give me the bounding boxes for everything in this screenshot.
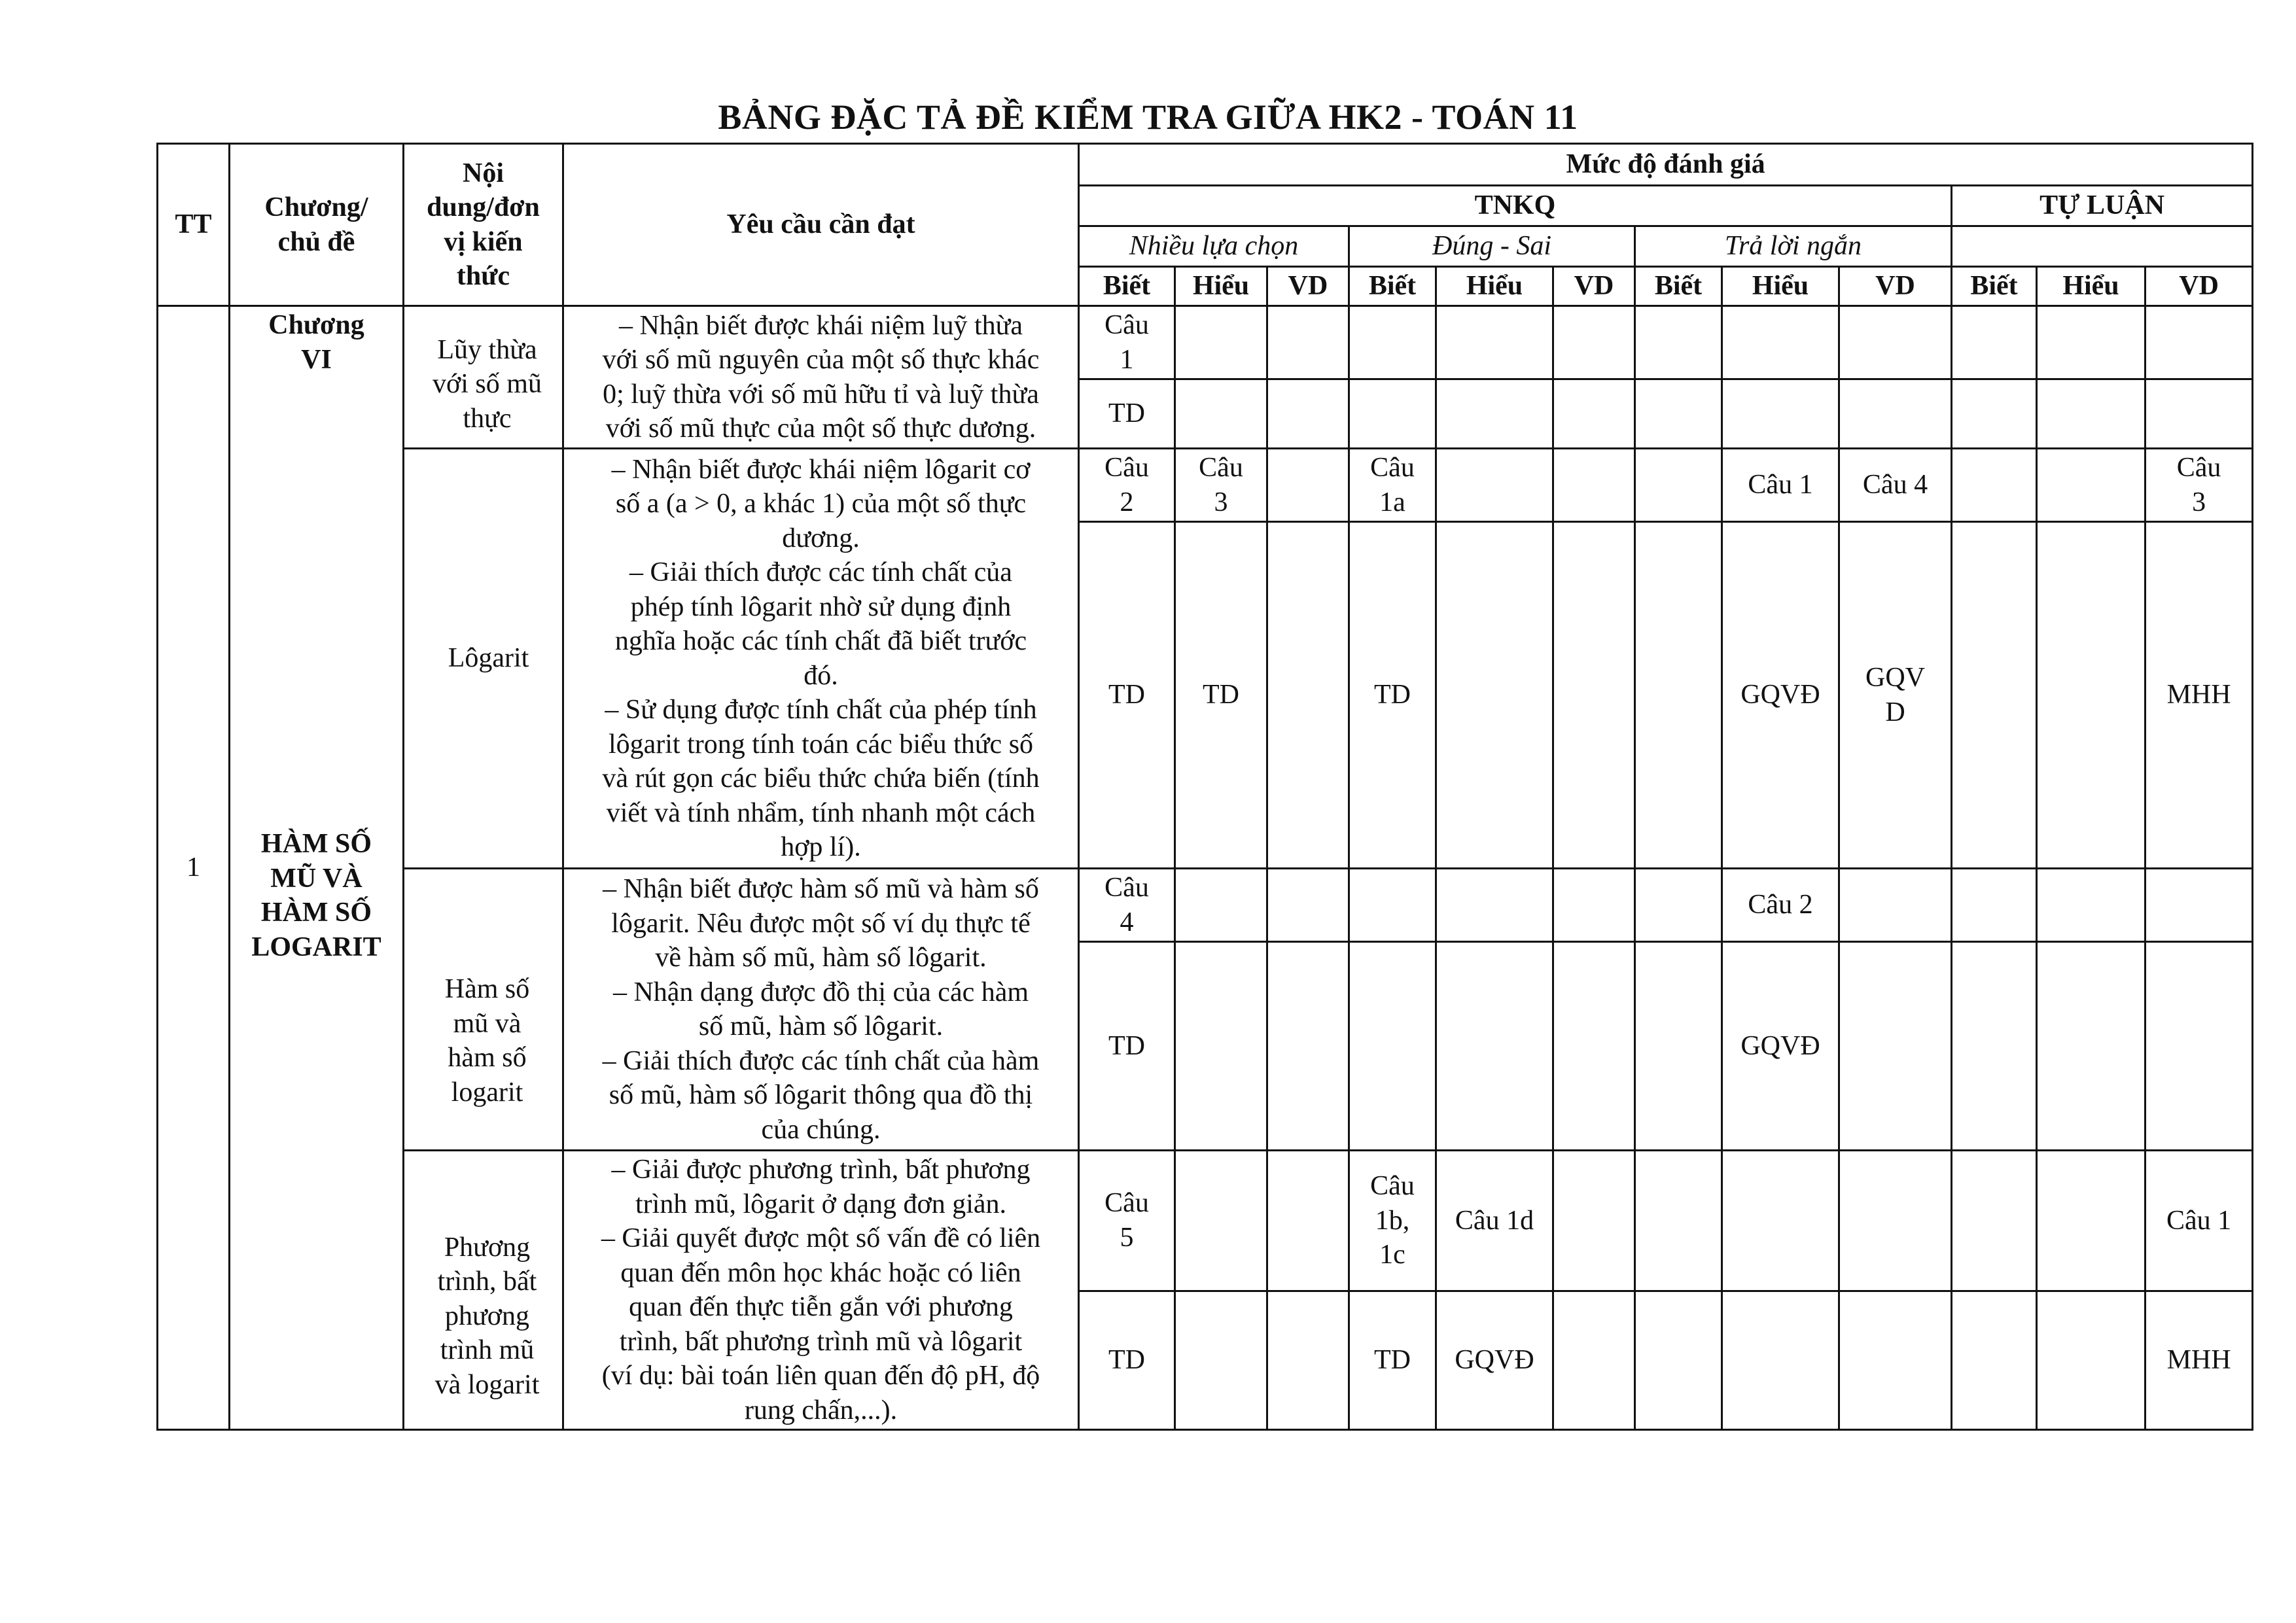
question-cell: Câu 4: [1839, 449, 1952, 522]
empty-cell: [1436, 869, 1553, 942]
header-tt: TT: [158, 144, 230, 306]
table-row: [158, 449, 2253, 522]
competency-cell: TD: [1079, 942, 1175, 1151]
empty-cell: [1839, 869, 1952, 942]
empty-cell: [1553, 522, 1635, 869]
chapter-title: HÀM SỐ MŨ VÀ HÀM SỐ LOGARIT: [251, 829, 381, 962]
empty-cell: [2146, 942, 2253, 1151]
empty-cell: [2146, 379, 2253, 449]
empty-cell: [1839, 306, 1952, 379]
empty-cell: [1635, 1291, 1722, 1430]
empty-cell: [1175, 306, 1267, 379]
empty-cell: [1635, 379, 1722, 449]
header-assessment-level: Mức độ đánh giá: [1079, 144, 2253, 186]
empty-cell: [1722, 306, 1839, 379]
header-tnkq: TNKQ: [1079, 186, 1952, 226]
empty-cell: [2037, 1151, 2146, 1291]
table-row: [158, 1151, 2253, 1291]
empty-cell: [1952, 1291, 2037, 1430]
empty-cell: [1635, 869, 1722, 942]
level-header: Biết: [1635, 267, 1722, 306]
unit-name: Lũy thừa với số mũ thực: [404, 306, 563, 449]
question-cell: Câu 2: [1722, 869, 1839, 942]
level-header: VD: [2146, 267, 2253, 306]
question-cell: Câu 5: [1079, 1151, 1175, 1291]
question-cell: Câu 1d: [1436, 1151, 1553, 1291]
empty-cell: [1553, 869, 1635, 942]
level-header: Biết: [1349, 267, 1436, 306]
level-header: Biết: [1079, 267, 1175, 306]
empty-cell: [1839, 1291, 1952, 1430]
empty-cell: [2037, 1291, 2146, 1430]
empty-cell: [2037, 522, 2146, 869]
empty-cell: [2037, 306, 2146, 379]
empty-cell: [1635, 306, 1722, 379]
empty-cell: [1722, 1291, 1839, 1430]
empty-cell: [1635, 522, 1722, 869]
question-cell: Câu 1: [1722, 449, 1839, 522]
competency-cell: TD: [1349, 1291, 1436, 1430]
table-row: [158, 869, 2253, 942]
chapter-name: [230, 306, 404, 1430]
question-cell: Câu 1: [1079, 306, 1175, 379]
chapter-number: 1: [158, 306, 230, 1430]
competency-cell: TD: [1079, 379, 1175, 449]
empty-cell: [1952, 942, 2037, 1151]
empty-cell: [1267, 869, 1349, 942]
question-cell: Câu 1a: [1349, 449, 1436, 522]
empty-cell: [1553, 1291, 1635, 1430]
level-header: VD: [1553, 267, 1635, 306]
empty-cell: [1722, 379, 1839, 449]
header-essay-sub: [1952, 226, 2253, 267]
empty-cell: [1349, 942, 1436, 1151]
empty-cell: [1839, 942, 1952, 1151]
empty-cell: [1952, 306, 2037, 379]
level-header: Hiểu: [2037, 267, 2146, 306]
empty-cell: [1635, 449, 1722, 522]
empty-cell: [2146, 306, 2253, 379]
empty-cell: [1553, 449, 1635, 522]
question-cell: Câu 4: [1079, 869, 1175, 942]
empty-cell: [1952, 449, 2037, 522]
question-cell: Câu 2: [1079, 449, 1175, 522]
empty-cell: [1952, 1151, 2037, 1291]
empty-cell: [1175, 942, 1267, 1151]
empty-cell: [1635, 1151, 1722, 1291]
table-row: [158, 306, 2253, 379]
empty-cell: [1436, 449, 1553, 522]
header-short-answer: Trả lời ngắn: [1635, 226, 1952, 267]
unit-name: Phương trình, bất phương trình mũ và logarit: [404, 1151, 563, 1430]
competency-cell: TD: [1175, 522, 1267, 869]
empty-cell: [1839, 379, 1952, 449]
unit-requirements: – Giải được phương trình, bất phương trình mũ, lôgarit ở dạng đơn giản. – Giải quyết được một số vấn đề có liên quan đến môn học khác hoặc có liên quan đến thực tiễn gắn với phương trình, bất phương trình mũ và lôgarit (ví dụ: bài toán liên quan đến độ pH, độ rung chấn,...).: [563, 1151, 1079, 1430]
header-requirements: Yêu cầu cần đạt: [563, 144, 1079, 306]
level-header: Biết: [1952, 267, 2037, 306]
level-header: VD: [1839, 267, 1952, 306]
level-header: Hiểu: [1722, 267, 1839, 306]
empty-cell: [1267, 522, 1349, 869]
empty-cell: [1175, 869, 1267, 942]
empty-cell: [1952, 522, 2037, 869]
empty-cell: [1349, 379, 1436, 449]
empty-cell: [1175, 379, 1267, 449]
empty-cell: [2037, 942, 2146, 1151]
empty-cell: [1839, 1151, 1952, 1291]
competency-cell: GQVĐ: [1436, 1291, 1553, 1430]
level-header: Hiểu: [1436, 267, 1553, 306]
empty-cell: [1553, 942, 1635, 1151]
unit-requirements: – Nhận biết được hàm số mũ và hàm số lôgarit. Nêu được một số ví dụ thực tế về hàm số mũ, hàm số lôgarit. – Nhận dạng được đồ thị của các hàm số mũ, hàm số lôgarit. – Giải thích được các tính chất của hàm số mũ, hàm số lôgarit thông qua đồ thị của chúng.: [563, 869, 1079, 1151]
level-header: Hiểu: [1175, 267, 1267, 306]
empty-cell: [1267, 942, 1349, 1151]
question-cell: Câu 3: [2146, 449, 2253, 522]
empty-cell: [1722, 1151, 1839, 1291]
chapter-label: Chương VI: [268, 310, 364, 375]
empty-cell: [1267, 379, 1349, 449]
competency-cell: TD: [1079, 522, 1175, 869]
question-cell: Câu 1: [2146, 1151, 2253, 1291]
empty-cell: [1952, 379, 2037, 449]
header-essay: TỰ LUẬN: [1952, 186, 2253, 226]
header-true-false: Đúng - Sai: [1349, 226, 1635, 267]
unit-requirements: – Nhận biết được khái niệm lôgarit cơ số a (a > 0, a khác 1) của một số thực dương. – Giải thích được các tính chất của phép tính lôgarit nhờ sử dụng định nghĩa hoặc các tính chất đã biết trước đó. – Sử dụng được tính chất của phép tính lôgarit trong tính toán các biểu thức số và rút gọn các biểu thức chứa biến (tính viết và tính nhẩm, tính nhanh một cách hợp lí).: [563, 449, 1079, 869]
empty-cell: [1436, 942, 1553, 1151]
page-title: BẢNG ĐẶC TẢ ĐỀ KIỂM TRA GIỮA HK2 - TOÁN 11: [718, 97, 1578, 137]
empty-cell: [1436, 379, 1553, 449]
competency-cell: GQV D: [1839, 522, 1952, 869]
competency-cell: TD: [1079, 1291, 1175, 1430]
competency-cell: MHH: [2146, 1291, 2253, 1430]
header-chapter: Chương/ chủ đề: [230, 144, 404, 306]
competency-cell: GQVĐ: [1722, 522, 1839, 869]
question-cell: Câu 1b, 1c: [1349, 1151, 1436, 1291]
empty-cell: [1267, 306, 1349, 379]
empty-cell: [1267, 1151, 1349, 1291]
empty-cell: [1349, 869, 1436, 942]
empty-cell: [1553, 1151, 1635, 1291]
spec-table: [156, 143, 2253, 1431]
empty-cell: [1267, 1291, 1349, 1430]
empty-cell: [2146, 869, 2253, 942]
empty-cell: [1436, 522, 1553, 869]
empty-cell: [1952, 869, 2037, 942]
empty-cell: [1553, 306, 1635, 379]
empty-cell: [1349, 306, 1436, 379]
empty-cell: [2037, 449, 2146, 522]
empty-cell: [1635, 942, 1722, 1151]
unit-name: Hàm số mũ và hàm số logarit: [404, 869, 563, 1151]
header-multiple-choice: Nhiều lựa chọn: [1079, 226, 1349, 267]
level-header: VD: [1267, 267, 1349, 306]
unit-requirements: – Nhận biết được khái niệm luỹ thừa với số mũ nguyên của một số thực khác 0; luỹ thừa với số mũ hữu tỉ và luỹ thừa với số mũ thực của một số thực dương.: [563, 306, 1079, 449]
competency-cell: TD: [1349, 522, 1436, 869]
empty-cell: [1553, 379, 1635, 449]
empty-cell: [1267, 449, 1349, 522]
empty-cell: [2037, 379, 2146, 449]
question-cell: Câu 3: [1175, 449, 1267, 522]
empty-cell: [2037, 869, 2146, 942]
unit-name: Lôgarit: [404, 449, 563, 869]
empty-cell: [1175, 1151, 1267, 1291]
empty-cell: [1436, 306, 1553, 379]
competency-cell: MHH: [2146, 522, 2253, 869]
competency-cell: GQVĐ: [1722, 942, 1839, 1151]
header-unit: Nội dung/đơn vị kiến thức: [404, 144, 563, 306]
empty-cell: [1175, 1291, 1267, 1430]
